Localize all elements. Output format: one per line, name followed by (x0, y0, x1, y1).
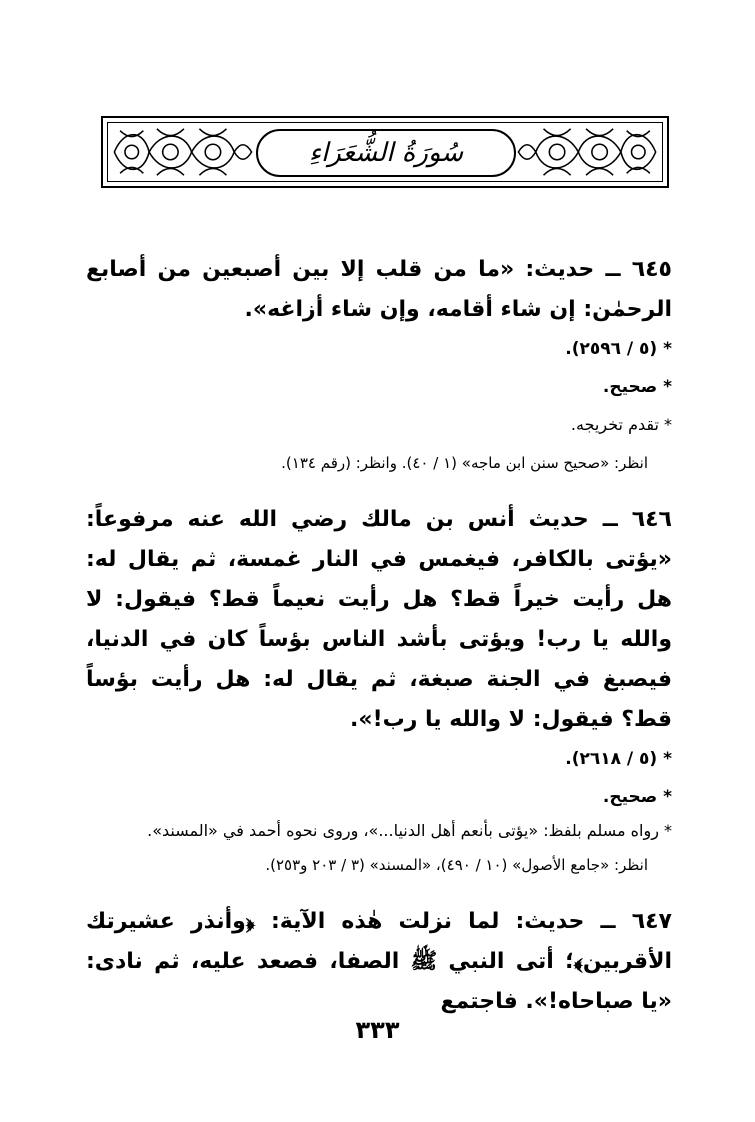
banner-frame (107, 122, 663, 182)
hadith-647 (86, 902, 672, 1022)
hadith-646 (86, 500, 672, 884)
hadith-reference: انظر: «صحيح سنن ابن ماجه» (١ / ٤٠). وانظر: (رقم ١٣٤). (281, 454, 648, 472)
surah-title: سُورَةُ الشُّعَرَاءِ (308, 138, 464, 168)
hadith-note: * صحيح. (602, 787, 672, 807)
hadith-note: * (٥ / ٢٥٩٦). (565, 339, 672, 359)
hadith-reference: انظر: «جامع الأصول» (١٠ / ٤٩٠)، «المسند» (٣ / ٢٠٣ و٢٥٣). (265, 856, 648, 874)
section-spacer (86, 482, 672, 500)
hadith-645 (86, 250, 672, 482)
arabesque-ornament-icon (514, 123, 662, 181)
hadith-note: * (٥ / ٢٦١٨). (565, 749, 672, 769)
hadith-text: ٦٤٦ ــ حديث أنس بن مالك رضي الله عنه مرفوعاً: «يؤتى بالكافر، فيغمس في النار غمسة، ثم يقال له: هل رأيت خيراً قط؟ هل رأيت نعيماً قط؟ فيقول: لا والله يا رب! ويؤتى بأشد الناس بؤساً كان في الدنيا، فيصبغ في الجنة صبغة، ثم يقال له: هل رأيت بؤساً قط؟ فيقول: لا والله يا رب!». (86, 507, 672, 732)
page-content (86, 250, 672, 1022)
page-number: ٣٣٣ (355, 1016, 400, 1044)
hadith-text: ٦٤٥ ــ حديث: «ما من قلب إلا بين أصبعين من أصابع الرحمٰن: إن شاء أقامه، وإن شاء أزاغه». (86, 257, 672, 322)
section-spacer (86, 884, 672, 902)
hadith-note: * رواه مسلم بلفظ: «يؤتى بأنعم أهل الدنيا...»، وروى نحوه أحمد في «المسند». (147, 821, 672, 840)
arabesque-ornament-icon (108, 123, 256, 181)
surah-title-cartouche (256, 129, 516, 177)
hadith-note: * صحيح. (602, 377, 672, 397)
hadith-note: * تقدم تخريجه. (570, 415, 672, 434)
hadith-text: ٦٤٧ ــ حديث: لما نزلت هٰذه الآية: ﴿وأنذر عشيرتك الأقربين﴾؛ أتى النبي ﷺ الصفا، فصعد عليه، ثم نادى: «يا صباحاه!». فاجتمع (86, 909, 672, 1014)
surah-header-banner (101, 116, 669, 188)
